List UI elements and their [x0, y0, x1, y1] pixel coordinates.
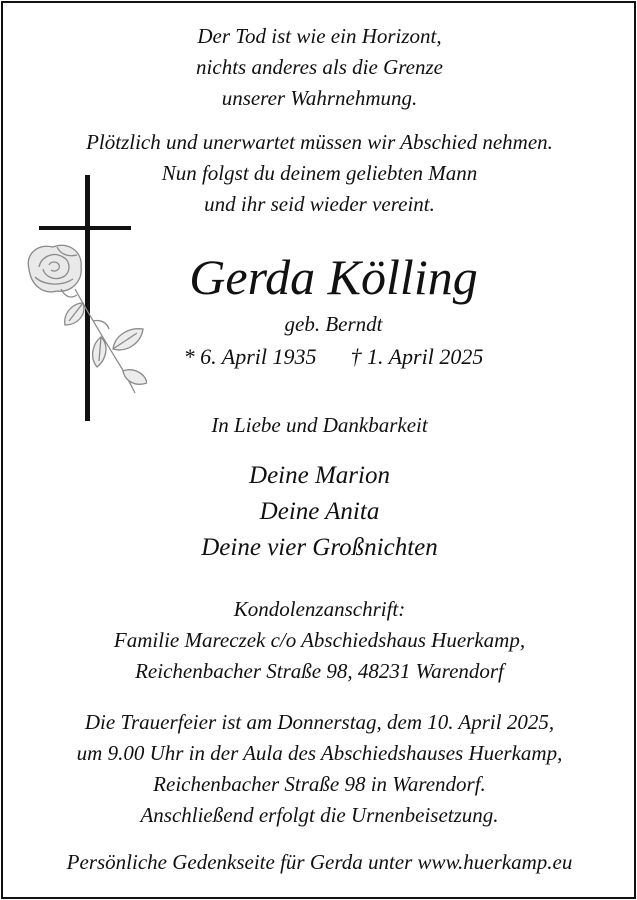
condolence-line: Reichenbacher Straße 98, 48231 Warendorf [135, 659, 504, 683]
death-date: † 1. April 2025 [350, 344, 484, 369]
poem-line: nichts anderes als die Grenze [196, 55, 443, 79]
memorial-note: Persönliche Gedenkseite für Gerda unter www.huerkamp.eu [66, 850, 573, 874]
intro-text [3, 127, 636, 220]
poem [3, 21, 636, 114]
birth-name: geb. Berndt [284, 312, 383, 336]
mourner: Deine vier Großnichten [201, 534, 438, 561]
ceremony-info [3, 707, 636, 831]
intro-line: und ihr seid wieder vereint. [204, 192, 435, 216]
poem-line: Der Tod ist wie ein Horizont, [197, 24, 442, 48]
ceremony-line: Die Trauerfeier ist am Donnerstag, dem 10. April 2025, [84, 710, 555, 734]
life-dates [17, 343, 637, 371]
obituary-notice [1, 1, 636, 899]
dedication: In Liebe und Dankbarkeit [211, 413, 428, 437]
ceremony-line: Anschließend erfolgt die Urnenbeisetzung. [140, 803, 499, 827]
ceremony-line: um 9.00 Uhr in der Aula des Abschiedshauses Huerkamp, [76, 741, 563, 765]
mourner: Deine Marion [249, 462, 390, 489]
mourner: Deine Anita [259, 498, 380, 525]
birth-date: * 6. April 1935 [183, 344, 317, 369]
condolence-address [3, 594, 636, 687]
intro-line: Nun folgst du deinem geliebten Mann [161, 161, 478, 185]
condolence-line: Familie Mareczek c/o Abschiedshaus Huerkamp, [113, 628, 526, 652]
intro-line: Plötzlich und unerwartet müssen wir Abschied nehmen. [86, 130, 553, 154]
condolence-line: Kondolenzanschrift: [233, 597, 406, 621]
mourners-list [3, 458, 636, 566]
ceremony-line: Reichenbacher Straße 98 in Warendorf. [153, 772, 486, 796]
deceased-name: Gerda Kölling [189, 249, 478, 305]
poem-line: unserer Wahrnehmung. [221, 86, 418, 110]
